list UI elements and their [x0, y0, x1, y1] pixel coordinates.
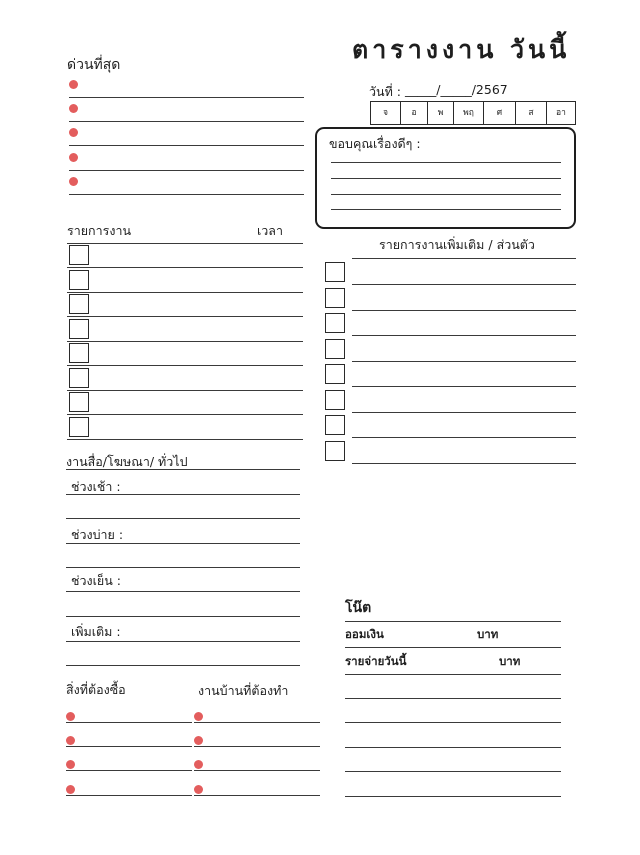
task-row-line[interactable] — [67, 414, 303, 415]
tasks-header-line — [67, 243, 303, 244]
weekday-sun[interactable]: อา — [556, 108, 566, 118]
notes-write-line[interactable] — [345, 674, 561, 675]
media-write-line[interactable] — [66, 665, 300, 666]
date-field[interactable]: _____/_____/2567 — [405, 82, 508, 97]
notes-write-line[interactable] — [345, 771, 561, 772]
task-checkbox[interactable] — [69, 343, 89, 363]
extra-task-checkbox[interactable] — [325, 364, 345, 384]
weekday-wed[interactable]: พ — [428, 102, 454, 124]
weekday-sat[interactable]: ส — [516, 102, 547, 124]
notes-write-line[interactable] — [345, 796, 561, 797]
task-checkbox[interactable] — [69, 245, 89, 265]
media-write-line[interactable] — [66, 591, 300, 592]
shopping-write-line[interactable] — [66, 795, 192, 796]
extra-task-checkbox[interactable] — [325, 339, 345, 359]
extra-task-checkbox[interactable] — [325, 415, 345, 435]
task-checkbox[interactable] — [69, 294, 89, 314]
media-write-line[interactable] — [66, 494, 300, 495]
date-label: วันที่ : — [369, 84, 401, 99]
chores-heading: งานบ้านที่ต้องทำ — [198, 683, 289, 698]
urgent-bullet — [69, 153, 78, 162]
urgent-bullet — [69, 128, 78, 137]
extra-tasks-heading: รายการงานเพิ่มเติม / ส่วนตัว — [379, 237, 535, 252]
extra-task-line[interactable] — [352, 386, 576, 387]
weekday-tue[interactable]: อ — [401, 102, 428, 124]
extra-task-checkbox[interactable] — [325, 288, 345, 308]
shopping-bullet — [66, 736, 75, 745]
notes-heading: โน๊ต — [345, 600, 372, 616]
chores-bullet — [194, 760, 203, 769]
weekday-mon[interactable]: จ — [371, 102, 401, 124]
shopping-heading: สิ่งที่ต้องซื้อ — [66, 682, 126, 697]
notes-write-line[interactable] — [345, 621, 561, 622]
media-write-line[interactable] — [66, 567, 300, 568]
media-write-line[interactable] — [66, 543, 300, 544]
media-write-line[interactable] — [66, 616, 300, 617]
urgent-write-line[interactable] — [69, 170, 304, 171]
thanks-write-line[interactable] — [331, 194, 561, 195]
page-title: ตารางงาน วันนี้ — [352, 35, 571, 64]
thanks-write-line[interactable] — [331, 178, 561, 179]
chores-write-line[interactable] — [194, 746, 320, 747]
media-morning-label: ช่วงเช้า : — [71, 479, 121, 494]
shopping-bullet — [66, 712, 75, 721]
extra-header-line — [352, 258, 576, 259]
extra-task-checkbox[interactable] — [325, 262, 345, 282]
extra-task-line[interactable] — [352, 412, 576, 413]
thanks-write-line[interactable] — [331, 162, 561, 163]
shopping-write-line[interactable] — [66, 770, 192, 771]
extra-task-checkbox[interactable] — [325, 441, 345, 461]
tasks-heading: รายการงาน — [67, 223, 132, 238]
extra-task-line[interactable] — [352, 335, 576, 336]
media-write-line[interactable] — [66, 641, 300, 642]
media-heading-underline — [66, 469, 300, 470]
task-row-line[interactable] — [67, 365, 303, 366]
task-row-line[interactable] — [67, 316, 303, 317]
chores-bullet — [194, 712, 203, 721]
chores-write-line[interactable] — [194, 795, 320, 796]
media-write-line[interactable] — [66, 518, 300, 519]
extra-task-line[interactable] — [352, 310, 576, 311]
savings-unit: บาท — [477, 627, 499, 641]
media-evening-label: ช่วงเย็น : — [71, 573, 121, 588]
extra-task-checkbox[interactable] — [325, 390, 345, 410]
chores-write-line[interactable] — [194, 722, 320, 723]
extra-task-line[interactable] — [352, 463, 576, 464]
notes-write-line[interactable] — [345, 747, 561, 748]
urgent-write-line[interactable] — [69, 194, 304, 195]
weekday-fri[interactable]: ศ — [484, 102, 516, 124]
extra-task-line[interactable] — [352, 284, 576, 285]
notes-write-line[interactable] — [345, 698, 561, 699]
weekday-selector — [370, 101, 576, 125]
task-row-line[interactable] — [67, 341, 303, 342]
task-row-line[interactable] — [67, 267, 303, 268]
chores-bullet — [194, 736, 203, 745]
task-checkbox[interactable] — [69, 417, 89, 437]
thanks-write-line[interactable] — [331, 209, 561, 210]
chores-write-line[interactable] — [194, 770, 320, 771]
urgent-bullet — [69, 80, 78, 89]
shopping-write-line[interactable] — [66, 746, 192, 747]
task-checkbox[interactable] — [69, 319, 89, 339]
tasks-time-heading: เวลา — [257, 223, 283, 238]
urgent-write-line[interactable] — [69, 145, 304, 146]
task-row-line[interactable] — [67, 390, 303, 391]
urgent-bullet — [69, 104, 78, 113]
shopping-bullet — [66, 785, 75, 794]
thanks-heading: ขอบคุณเรื่องดีๆ : — [329, 136, 421, 151]
urgent-bullet — [69, 177, 78, 186]
media-afternoon-label: ช่วงบ่าย : — [71, 527, 124, 542]
notes-write-line[interactable] — [345, 647, 561, 648]
expense-unit: บาท — [499, 654, 521, 668]
task-checkbox[interactable] — [69, 368, 89, 388]
urgent-heading: ด่วนที่สุด — [67, 57, 121, 73]
extra-task-line[interactable] — [352, 437, 576, 438]
savings-label: ออมเงิน — [345, 627, 384, 641]
media-heading: งานสื่อ/โฆษณา/ ทั่วไป — [66, 454, 188, 469]
extra-task-checkbox[interactable] — [325, 313, 345, 333]
task-row-line[interactable] — [67, 439, 303, 440]
weekday-thu[interactable]: พฤ — [454, 102, 484, 124]
urgent-write-line[interactable] — [69, 121, 304, 122]
urgent-write-line[interactable] — [69, 97, 304, 98]
extra-task-line[interactable] — [352, 361, 576, 362]
expense-label: รายจ่ายวันนี้ — [345, 654, 407, 668]
media-extra-label: เพิ่มเติม : — [71, 624, 121, 639]
shopping-write-line[interactable] — [66, 722, 192, 723]
task-checkbox[interactable] — [69, 270, 89, 290]
shopping-bullet — [66, 760, 75, 769]
task-row-line[interactable] — [67, 292, 303, 293]
chores-bullet — [194, 785, 203, 794]
notes-write-line[interactable] — [345, 722, 561, 723]
task-checkbox[interactable] — [69, 392, 89, 412]
